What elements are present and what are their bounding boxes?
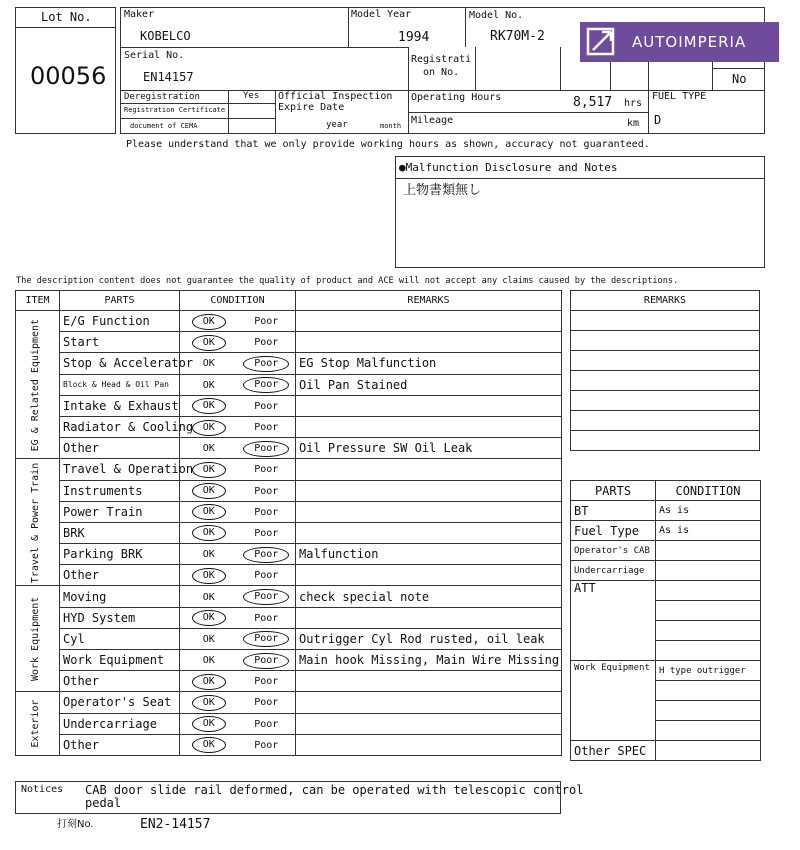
condition-poor-cell (238, 586, 296, 607)
condition-ok-selected: OK (192, 504, 226, 520)
model-no-label: Model No. (469, 10, 524, 21)
remark: Oil Pressure SW Oil Leak (296, 438, 562, 459)
right-remarks-header: REMARKS (571, 291, 760, 311)
condition-poor-cell (238, 650, 296, 671)
condition-ok-selected: OK (192, 525, 226, 541)
logo-text: AUTOIMPERIA (632, 33, 747, 51)
registration-label-2: on No. (423, 67, 460, 78)
condition-poor-cell (238, 374, 296, 395)
condition-poor-cell (238, 522, 296, 543)
table-row (16, 734, 562, 755)
condition-poor: Poor (254, 697, 279, 709)
remark (296, 565, 562, 586)
remark (296, 395, 562, 416)
lot-label: Lot No. (41, 10, 92, 24)
condition-ok: OK (202, 549, 215, 561)
condition-poor: Poor (254, 527, 279, 539)
condition-header: CONDITION (180, 291, 296, 311)
condition-poor-selected: Poor (243, 441, 289, 457)
registration-certificate-label: Registration Certificate (124, 106, 226, 114)
condition-ok: OK (202, 358, 215, 370)
condition-ok-selected: OK (192, 568, 226, 584)
table-row (16, 692, 562, 713)
group-cell (16, 459, 60, 586)
part-name: Intake & Exhaust (60, 395, 180, 416)
condition-poor-cell (238, 607, 296, 628)
condition-poor-cell (238, 480, 296, 501)
remark (296, 522, 562, 543)
table-row (16, 650, 562, 671)
table-row (16, 586, 562, 607)
condition-poor-selected: Poor (243, 547, 289, 563)
condition-poor: Poor (254, 422, 279, 434)
remark: Malfunction (296, 544, 562, 565)
condition-ok-selected: OK (192, 398, 226, 414)
group-cell (16, 692, 60, 756)
condition-poor: Poor (254, 570, 279, 582)
fuel-type-row-label: Fuel Type (571, 521, 656, 541)
remark: Oil Pan Stained (296, 374, 562, 395)
malfunction-title: ●Malfunction Disclosure and Notes (399, 161, 618, 174)
condition-ok-selected: OK (192, 335, 226, 351)
group-cell (16, 586, 60, 692)
km-unit: km (627, 118, 640, 129)
part-name: Moving (60, 586, 180, 607)
condition-ok-selected: OK (192, 674, 226, 690)
table-row (16, 353, 562, 374)
condition-ok-cell (180, 713, 238, 734)
disclaimer: The description content does not guarantee the quality of product and ACE will not accept any claims caused by the descriptions. (16, 276, 679, 286)
remark (296, 459, 562, 480)
condition-ok: OK (202, 591, 215, 603)
table-row (16, 395, 562, 416)
table-row (16, 480, 562, 501)
condition-poor: Poor (254, 718, 279, 730)
table-row (16, 501, 562, 522)
condition-ok: OK (202, 633, 215, 645)
group-cell (16, 311, 60, 459)
table-row (16, 332, 562, 353)
stamp-label: 打刻No. (57, 819, 94, 830)
condition-poor: Poor (254, 400, 279, 412)
group-label: Exterior (30, 700, 41, 749)
part-name: Stop & Accelerator (60, 353, 180, 374)
notices-label: Notices (21, 784, 64, 795)
condition-ok-selected: OK (192, 716, 226, 732)
hours-note: Please understand that we only provide working hours as shown, accuracy not guaranteed. (126, 139, 650, 150)
remark (296, 734, 562, 755)
condition-poor-selected: Poor (243, 377, 289, 393)
remark (296, 332, 562, 353)
operators-cab-label: Operator's CAB (571, 541, 656, 561)
right-parts-table (570, 480, 761, 761)
part-name: Instruments (60, 480, 180, 501)
condition-poor-cell (238, 501, 296, 522)
part-name: Other (60, 671, 180, 692)
condition-ok-cell (180, 544, 238, 565)
condition-poor-selected: Poor (243, 356, 289, 372)
remark (296, 416, 562, 437)
fuel-type-value: D (654, 113, 662, 127)
condition-poor: Poor (254, 485, 279, 497)
part-name: Other (60, 734, 180, 755)
condition-ok-cell (180, 692, 238, 713)
condition-poor-cell (238, 565, 296, 586)
table-row (16, 607, 562, 628)
remark (296, 692, 562, 713)
year-label: year (326, 120, 348, 130)
condition-ok-cell (180, 311, 238, 332)
stamp-value: EN2-14157 (140, 817, 211, 832)
condition-poor: Poor (254, 676, 279, 688)
part-name: Block & Head & Oil Pan (60, 374, 180, 395)
condition-ok-selected: OK (192, 610, 226, 626)
maker-label: Maker (124, 9, 155, 20)
table-row (16, 544, 562, 565)
condition-ok-selected: OK (192, 314, 226, 330)
condition-ok-cell (180, 586, 238, 607)
condition-ok-cell (180, 332, 238, 353)
condition-poor: Poor (254, 739, 279, 751)
table-row (16, 459, 562, 480)
part-name: Travel & Operation (60, 459, 180, 480)
condition-ok-cell (180, 395, 238, 416)
condition-ok: OK (202, 655, 215, 667)
condition-poor: Poor (254, 506, 279, 518)
notices-line-1: CAB door slide rail deformed, can be operated with telescopic control (85, 783, 584, 797)
condition-ok-selected: OK (192, 695, 226, 711)
fuel-type-row-value: As is (656, 521, 761, 541)
other-spec-label: Other SPEC (571, 741, 656, 761)
month-label: month (380, 122, 402, 130)
condition-poor-cell (238, 692, 296, 713)
part-name: BRK (60, 522, 180, 543)
part-name: Power Train (60, 501, 180, 522)
inspection-label-1: Official Inspection (278, 91, 393, 102)
condition-ok-selected: OK (192, 737, 226, 753)
condition-poor-selected: Poor (243, 631, 289, 647)
remark: EG Stop Malfunction (296, 353, 562, 374)
condition-poor-cell (238, 544, 296, 565)
condition-poor-cell (238, 353, 296, 374)
condition-ok: OK (202, 443, 215, 455)
remark (296, 671, 562, 692)
lot-number: 00056 (30, 62, 107, 90)
remark (296, 713, 562, 734)
registration-label-1: Registrati (411, 54, 472, 65)
part-name: Other (60, 438, 180, 459)
condition-ok-cell (180, 480, 238, 501)
deregistration-value: Yes (243, 91, 260, 101)
part-name: Undercarriage (60, 713, 180, 734)
part-name: Cyl (60, 628, 180, 649)
condition-table (15, 290, 562, 756)
malfunction-text: 上物書類無し (403, 183, 482, 198)
item-header: ITEM (16, 291, 60, 311)
condition-poor: Poor (254, 464, 279, 476)
ac-value: No (732, 72, 747, 86)
condition-poor-cell (238, 713, 296, 734)
condition-poor-cell (238, 628, 296, 649)
condition-poor-cell (238, 395, 296, 416)
condition-poor-selected: Poor (243, 589, 289, 605)
deregistration-label: Deregistration (124, 92, 200, 102)
model-year-value: 1994 (398, 30, 430, 45)
part-name: Parking BRK (60, 544, 180, 565)
right-remarks-table (570, 290, 760, 451)
condition-ok-cell (180, 734, 238, 755)
condition-ok-cell (180, 374, 238, 395)
group-label: Work Equipment (30, 597, 41, 682)
autoimperia-logo (580, 22, 779, 62)
table-row (16, 438, 562, 459)
part-name: Other (60, 565, 180, 586)
condition-poor-selected: Poor (243, 653, 289, 669)
right-parts-header: PARTS (571, 481, 656, 501)
condition-poor-cell (238, 438, 296, 459)
remark: check special note (296, 586, 562, 607)
undercarriage-label: Undercarriage (571, 561, 656, 581)
condition-ok: OK (202, 379, 215, 391)
model-year-label: Model Year (351, 9, 412, 20)
operating-hours-label: Operating Hours (411, 92, 502, 103)
part-name: HYD System (60, 607, 180, 628)
parts-header: PARTS (60, 291, 180, 311)
fuel-type-label: FUEL TYPE (652, 91, 707, 102)
condition-ok-selected: OK (192, 483, 226, 499)
condition-poor-cell (238, 734, 296, 755)
mileage-label: Mileage (411, 115, 454, 126)
condition-ok-cell (180, 628, 238, 649)
condition-poor: Poor (254, 612, 279, 624)
condition-poor: Poor (254, 337, 279, 349)
bt-value: As is (656, 501, 761, 521)
att-label: ATT (571, 581, 656, 661)
table-row (16, 671, 562, 692)
condition-poor-cell (238, 459, 296, 480)
cema-label: document of CEMA (130, 122, 198, 130)
condition-poor-cell (238, 332, 296, 353)
table-row (16, 416, 562, 437)
notices-line-2: pedal (85, 796, 122, 810)
remark (296, 480, 562, 501)
condition-ok-cell (180, 438, 238, 459)
condition-poor-cell (238, 416, 296, 437)
condition-ok-cell (180, 671, 238, 692)
table-row (16, 374, 562, 395)
table-row (16, 522, 562, 543)
remark (296, 311, 562, 332)
work-equipment-value: H type outrigger (656, 661, 761, 681)
condition-ok-cell (180, 522, 238, 543)
remark: Outrigger Cyl Rod rusted, oil leak (296, 628, 562, 649)
remark (296, 607, 562, 628)
inspection-label-2: Expire Date (278, 102, 345, 113)
group-label: EG & Related Equipment (30, 318, 41, 452)
model-no-value: RK70M-2 (490, 29, 545, 44)
logo-mark-icon (585, 26, 619, 58)
group-label: Travel & Power Train (30, 462, 41, 584)
right-condition-header: CONDITION (656, 481, 761, 501)
condition-ok-cell (180, 565, 238, 586)
part-name: Work Equipment (60, 650, 180, 671)
condition-ok-cell (180, 650, 238, 671)
part-name: Start (60, 332, 180, 353)
condition-ok-cell (180, 607, 238, 628)
remark (296, 501, 562, 522)
serial-label: Serial No. (124, 50, 185, 61)
part-name: E/G Function (60, 311, 180, 332)
operating-hours-value: 8,517 (573, 95, 613, 110)
hrs-unit: hrs (624, 98, 643, 109)
part-name: Radiator & Cooling (60, 416, 180, 437)
condition-ok-cell (180, 501, 238, 522)
part-name: Operator's Seat (60, 692, 180, 713)
condition-poor-cell (238, 671, 296, 692)
table-row (16, 628, 562, 649)
bt-label: BT (571, 501, 656, 521)
table-row (16, 565, 562, 586)
condition-ok-selected: OK (192, 462, 226, 478)
remark: Main hook Missing, Main Wire Missing (296, 650, 562, 671)
condition-poor: Poor (254, 316, 279, 328)
table-row (16, 311, 562, 332)
work-equipment-label: Work Equipment (571, 661, 656, 741)
maker-value: KOBELCO (140, 29, 191, 43)
table-row (16, 713, 562, 734)
condition-ok-selected: OK (192, 420, 226, 436)
serial-value: EN14157 (143, 70, 194, 84)
remarks-header: REMARKS (296, 291, 562, 311)
condition-poor-cell (238, 311, 296, 332)
